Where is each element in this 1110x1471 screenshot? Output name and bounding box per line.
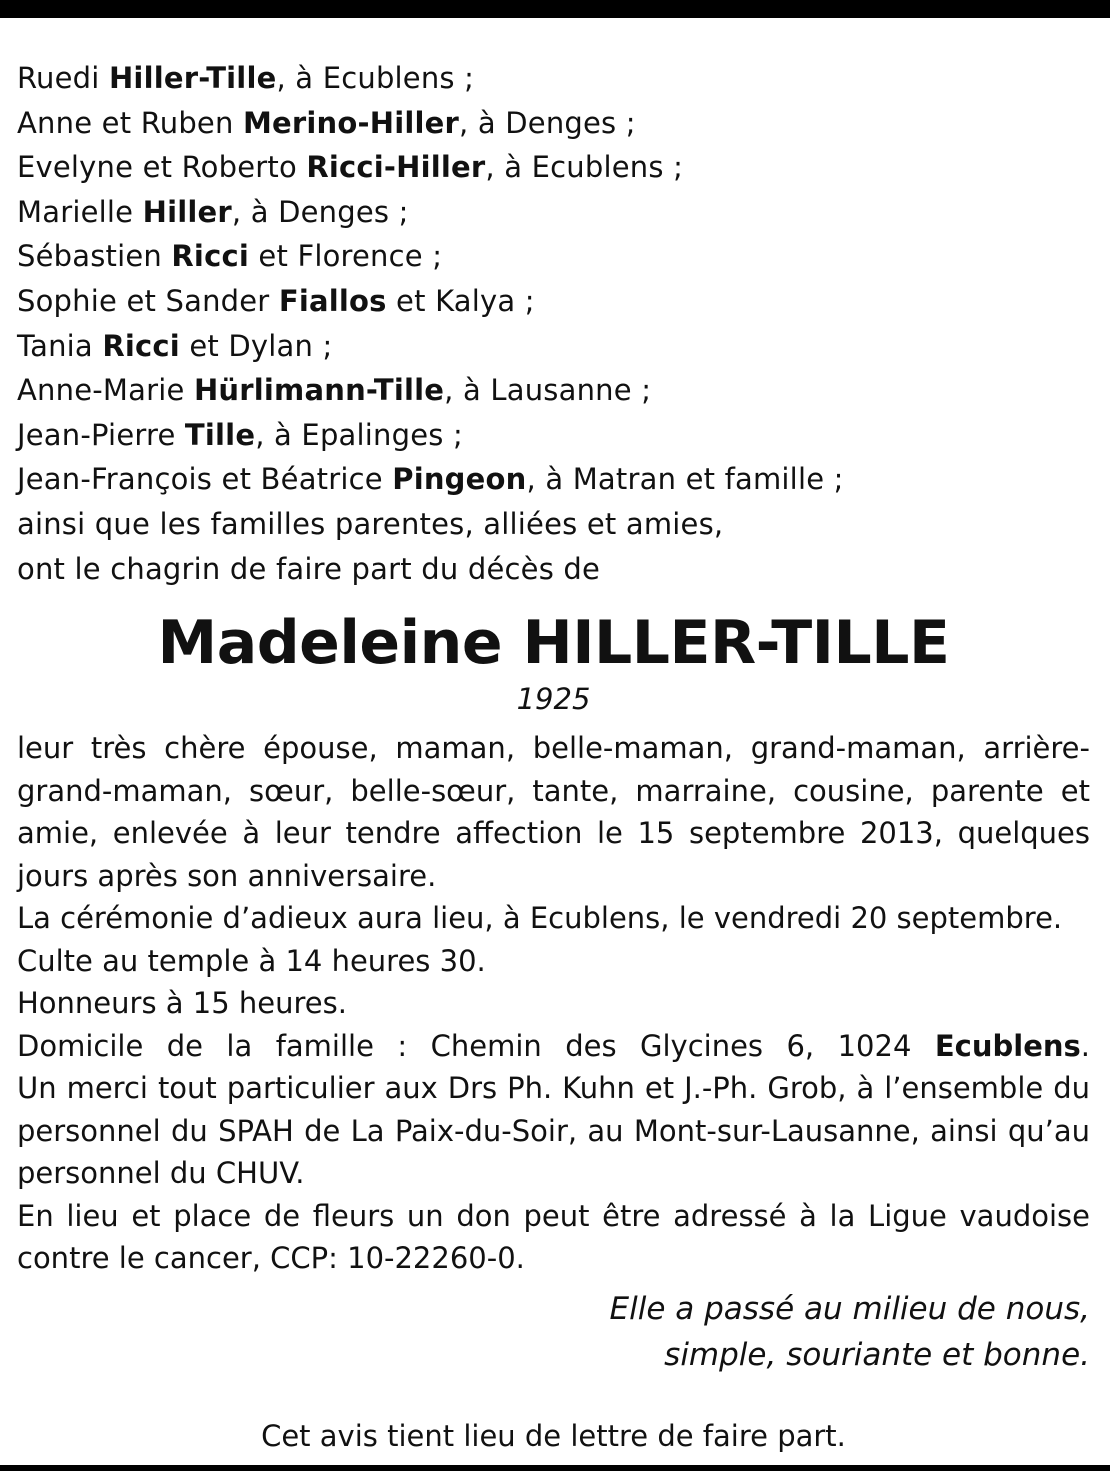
- ceremony-paragraph: La cérémonie d’adieux aura lieu, à Ecublens, le vendredi 20 septembre.: [17, 901, 1063, 936]
- family-member-line: [17, 457, 1090, 502]
- family-member-line: [17, 413, 1090, 458]
- member-given-names: Tania: [17, 328, 103, 363]
- epitaph: [17, 1286, 1090, 1378]
- family-member-line: [17, 101, 1090, 146]
- family-members-list: [17, 56, 1090, 502]
- member-location: , à Denges ;: [231, 194, 409, 229]
- member-given-names: Anne et Ruben: [17, 105, 243, 140]
- service-time-paragraph: Culte au temple à 14 heures 30.: [17, 943, 486, 978]
- family-member-line: [17, 145, 1090, 190]
- member-surname: Ricci-Hiller: [306, 150, 486, 185]
- member-given-names: Sébastien: [17, 239, 172, 274]
- member-surname: Merino-Hiller: [242, 105, 460, 140]
- member-location: et Dylan ;: [179, 328, 333, 363]
- member-location: , à Lausanne ;: [444, 373, 652, 408]
- member-surname: Pingeon: [392, 462, 527, 497]
- honours-time-paragraph: Honneurs à 15 heures.: [17, 986, 347, 1021]
- family-member-line: [17, 279, 1090, 324]
- member-location: , à Epalinges ;: [255, 417, 463, 452]
- epitaph-line: Elle a passé au milieu de nous,: [609, 1290, 1090, 1327]
- epitaph-line: simple, souriante et bonne.: [664, 1336, 1090, 1373]
- member-given-names: Jean-François et Béatrice: [17, 462, 393, 497]
- member-given-names: Anne-Marie: [17, 373, 194, 408]
- thanks-paragraph: Un merci tout particulier aux Drs Ph. Kuhn et J.-Ph. Grob, à l’ensemble du personnel du SPAH de La Paix-du-Soir, au Mont-sur-Lausanne, ainsi qu’au personnel du CHUV.: [17, 1071, 1090, 1191]
- donation-paragraph: En lieu et place de fleurs un don peut être adressé à la Ligue vaudoise contre le cancer, CCP: 10-22260-0.: [17, 1198, 1090, 1276]
- member-surname: Tille: [184, 417, 256, 452]
- closing-note: Cet avis tient lieu de lettre de faire part.: [261, 1418, 846, 1453]
- member-location: , à Denges ;: [459, 105, 636, 140]
- family-member-line: [17, 56, 1090, 101]
- member-given-names: Ruedi: [17, 61, 109, 95]
- address-punctuation: .: [1080, 1028, 1090, 1063]
- family-member-line: [17, 368, 1090, 413]
- deceased-name: Madeleine HILLER-TILLE: [157, 608, 950, 679]
- intro-announcement-line: ont le chagrin de faire part du décès de: [17, 551, 601, 586]
- member-location: , à Ecublens ;: [485, 150, 684, 185]
- member-given-names: Sophie et Sander: [17, 283, 279, 318]
- address-town: Ecublens: [934, 1028, 1081, 1063]
- intro-relatives-line: ainsi que les familles parentes, alliées et amies,: [17, 506, 724, 541]
- member-given-names: Evelyne et Roberto: [17, 150, 307, 185]
- member-location: et Kalya ;: [386, 283, 535, 318]
- member-surname: Hürlimann-Tille: [193, 373, 445, 408]
- member-location: , à Ecublens ;: [276, 61, 475, 95]
- family-member-line: [17, 234, 1090, 279]
- member-surname: Hiller-Tille: [108, 61, 277, 95]
- bottom-border-rule: [0, 1465, 1110, 1471]
- member-location: , à Matran et famille ;: [526, 462, 844, 497]
- member-surname: Ricci: [171, 239, 249, 274]
- family-address-paragraph: [17, 1025, 1090, 1068]
- member-surname: Ricci: [102, 328, 180, 363]
- family-member-line: [17, 190, 1090, 235]
- member-given-names: Marielle: [17, 194, 143, 229]
- birth-year: 1925: [516, 682, 591, 717]
- obituary-notice: [17, 56, 1090, 1456]
- notice-body: [17, 727, 1090, 1280]
- member-given-names: Jean-Pierre: [17, 417, 185, 452]
- top-border-rule: [0, 0, 1110, 18]
- address-text: Domicile de la famille : Chemin des Glycines 6, 1024: [17, 1028, 935, 1063]
- family-member-line: [17, 324, 1090, 369]
- member-surname: Hiller: [142, 194, 232, 229]
- member-surname: Fiallos: [278, 283, 387, 318]
- member-location: et Florence ;: [249, 239, 443, 274]
- tribute-paragraph: leur très chère épouse, maman, belle-maman, grand-maman, arrière-grand-maman, sœur, belle-sœur, tante, marraine, cousine, parente et amie, enlevée à leur tendre affection le 15 septembre 2013, quelques jours après son anniversaire.: [17, 731, 1090, 893]
